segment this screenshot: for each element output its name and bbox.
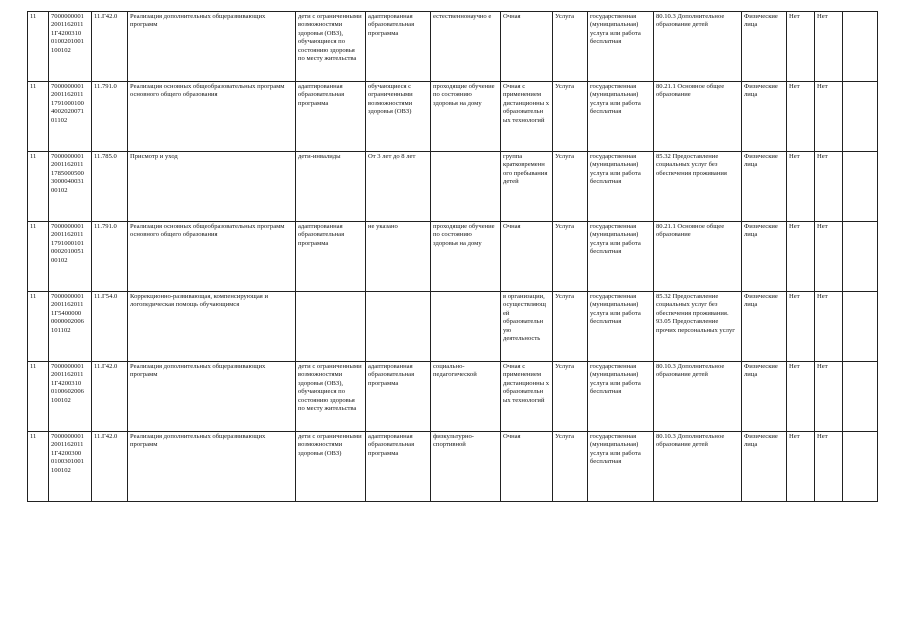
okved-cell: 80.10.3 Дополнительное образование детей [654, 362, 742, 432]
okved-cell: 80.10.3 Дополнительное образование детей [654, 432, 742, 502]
program-type-cell: адаптированная образовательная программа [366, 362, 431, 432]
program-type-cell: обучающиеся с ограниченными возможностями здоровья (ОВЗ) [366, 82, 431, 152]
service-code-cell: 11.791.0 [92, 82, 128, 152]
category-cell: адаптированная образовательная программа [296, 82, 366, 152]
kind-cell: Услуга [553, 12, 588, 82]
kind-cell: Услуга [553, 82, 588, 152]
registry-code-cell: 7000000001 2001162011 1Г4200300 0100301001 100102 [49, 432, 92, 502]
program-type-cell: не указано [366, 222, 431, 292]
table-row [28, 292, 878, 362]
program-type-cell [366, 292, 431, 362]
service-code-cell: 11.791.0 [92, 222, 128, 292]
flag-cell-1: Нет [787, 82, 815, 152]
flag-cell-2: Нет [815, 222, 843, 292]
paid-status-cell: государственная (муниципальная) услуга или работа бесплатная [588, 12, 654, 82]
registry-code-cell: 7000000001 2001162011 1791000101 0002010051 00102 [49, 222, 92, 292]
flag-cell-2: Нет [815, 362, 843, 432]
service-name-cell: Реализация дополнительных общеразвивающих программ [128, 12, 296, 82]
flag-cell-2: Нет [815, 82, 843, 152]
empty-cell [843, 362, 878, 432]
program-type-cell: адаптированная образовательная программа [366, 432, 431, 502]
empty-cell [843, 12, 878, 82]
service-name-cell: Реализация основных общеобразовательных программ основного общего образования [128, 82, 296, 152]
okved-cell: 85.32 Предоставление социальных услуг без обеспечения проживания [654, 152, 742, 222]
category-cell: дети с ограниченными возможностями здоровья (ОВЗ) [296, 432, 366, 502]
table-row [28, 82, 878, 152]
registry-code-cell: 7000000001 2001162011 1791000100 4002020071 01102 [49, 82, 92, 152]
service-code-cell: 11.Г42.0 [92, 362, 128, 432]
category-cell: дети с ограниченными возможностями здоровья (ОВЗ), обучающиеся по состоянию здоровья по месту жительства [296, 12, 366, 82]
program-type-cell: адаптированная образовательная программа [366, 12, 431, 82]
consumers-cell: Физические лица [742, 12, 787, 82]
direction-cell [431, 292, 501, 362]
direction-cell [431, 152, 501, 222]
form-cell: Очная [501, 12, 553, 82]
service-name-cell: Реализация дополнительных общеразвивающих программ [128, 432, 296, 502]
direction-cell: физкультурно-спортивной [431, 432, 501, 502]
service-code-cell: 11.Г42.0 [92, 432, 128, 502]
direction-cell: проходящие обучение по состоянию здоровья на дому [431, 222, 501, 292]
form-cell: Очная [501, 222, 553, 292]
registry-rows [28, 12, 878, 502]
flag-cell-1: Нет [787, 362, 815, 432]
category-cell [296, 292, 366, 362]
row-number: 11 [28, 12, 49, 82]
kind-cell: Услуга [553, 362, 588, 432]
flag-cell-2: Нет [815, 152, 843, 222]
row-number: 11 [28, 292, 49, 362]
consumers-cell: Физические лица [742, 222, 787, 292]
category-cell: адаптированная образовательная программа [296, 222, 366, 292]
consumers-cell: Физические лица [742, 362, 787, 432]
flag-cell-1: Нет [787, 12, 815, 82]
paid-status-cell: государственная (муниципальная) услуга или работа бесплатная [588, 82, 654, 152]
empty-cell [843, 292, 878, 362]
consumers-cell: Физические лица [742, 152, 787, 222]
direction-cell: естественнонаучно е [431, 12, 501, 82]
row-number: 11 [28, 432, 49, 502]
row-number: 11 [28, 82, 49, 152]
consumers-cell: Физические лица [742, 82, 787, 152]
okved-cell: 80.21.1 Основное общее образование [654, 82, 742, 152]
program-type-cell: От 3 лет до 8 лет [366, 152, 431, 222]
category-cell: дети с ограниченными возможностями здоровья (ОВЗ), обучающиеся по состоянию здоровья по месту жительства [296, 362, 366, 432]
direction-cell: социально-педагогической [431, 362, 501, 432]
kind-cell: Услуга [553, 292, 588, 362]
flag-cell-1: Нет [787, 292, 815, 362]
flag-cell-1: Нет [787, 222, 815, 292]
form-cell: Очная с применением дистанционны х образовательн ых технологий [501, 82, 553, 152]
form-cell: группа кратковременн ого пребывания детей [501, 152, 553, 222]
row-number: 11 [28, 222, 49, 292]
consumers-cell: Физические лица [742, 432, 787, 502]
service-name-cell: Коррекционно-развивающая, компенсирующая и логопедическая помощь обучающимся [128, 292, 296, 362]
paid-status-cell: государственная (муниципальная) услуга или работа бесплатная [588, 292, 654, 362]
flag-cell-2: Нет [815, 432, 843, 502]
service-name-cell: Реализация основных общеобразовательных программ основного общего образования [128, 222, 296, 292]
flag-cell-2: Нет [815, 292, 843, 362]
table-row [28, 152, 878, 222]
table-row [28, 432, 878, 502]
paid-status-cell: государственная (муниципальная) услуга или работа бесплатная [588, 362, 654, 432]
services-registry-table [27, 11, 878, 502]
flag-cell-2: Нет [815, 12, 843, 82]
empty-cell [843, 432, 878, 502]
form-cell: Очная [501, 432, 553, 502]
service-code-cell: 11.Г54.0 [92, 292, 128, 362]
table-row [28, 362, 878, 432]
kind-cell: Услуга [553, 432, 588, 502]
kind-cell: Услуга [553, 152, 588, 222]
direction-cell: проходящие обучение по состоянию здоровья на дому [431, 82, 501, 152]
registry-code-cell: 7000000001 2001162011 1Г5400000 0000002006 101102 [49, 292, 92, 362]
paid-status-cell: государственная (муниципальная) услуга или работа бесплатная [588, 222, 654, 292]
row-number: 11 [28, 362, 49, 432]
service-code-cell: 11.Г42.0 [92, 12, 128, 82]
category-cell: дети-инвалиды [296, 152, 366, 222]
consumers-cell: Физические лица [742, 292, 787, 362]
okved-cell: 80.10.3 Дополнительное образование детей [654, 12, 742, 82]
registry-code-cell: 7000000001 2001162011 1785000500 3000040031 00102 [49, 152, 92, 222]
empty-cell [843, 82, 878, 152]
form-cell: Очная с применением дистанционны х образовательн ых технологий [501, 362, 553, 432]
table-row [28, 222, 878, 292]
registry-sheet [27, 11, 878, 502]
registry-code-cell: 7000000001 2001162011 1Г4200310 0100201001 100102 [49, 12, 92, 82]
empty-cell [843, 152, 878, 222]
okved-cell: 80.21.1 Основное общее образование [654, 222, 742, 292]
row-number: 11 [28, 152, 49, 222]
okved-cell: 85.32 Предоставление социальных услуг без обеспечения проживания. 93.05 Предоставление прочих персональных услуг [654, 292, 742, 362]
empty-cell [843, 222, 878, 292]
service-name-cell: Реализация дополнительных общеразвивающих программ [128, 362, 296, 432]
flag-cell-1: Нет [787, 152, 815, 222]
kind-cell: Услуга [553, 222, 588, 292]
service-name-cell: Присмотр и уход [128, 152, 296, 222]
table-row [28, 12, 878, 82]
service-code-cell: 11.785.0 [92, 152, 128, 222]
registry-code-cell: 7000000001 2001162011 1Г4200310 0100602006 100102 [49, 362, 92, 432]
paid-status-cell: государственная (муниципальная) услуга или работа бесплатная [588, 152, 654, 222]
flag-cell-1: Нет [787, 432, 815, 502]
form-cell: в организации, осуществляющ ей образовательн ую деятельность [501, 292, 553, 362]
paid-status-cell: государственная (муниципальная) услуга или работа бесплатная [588, 432, 654, 502]
